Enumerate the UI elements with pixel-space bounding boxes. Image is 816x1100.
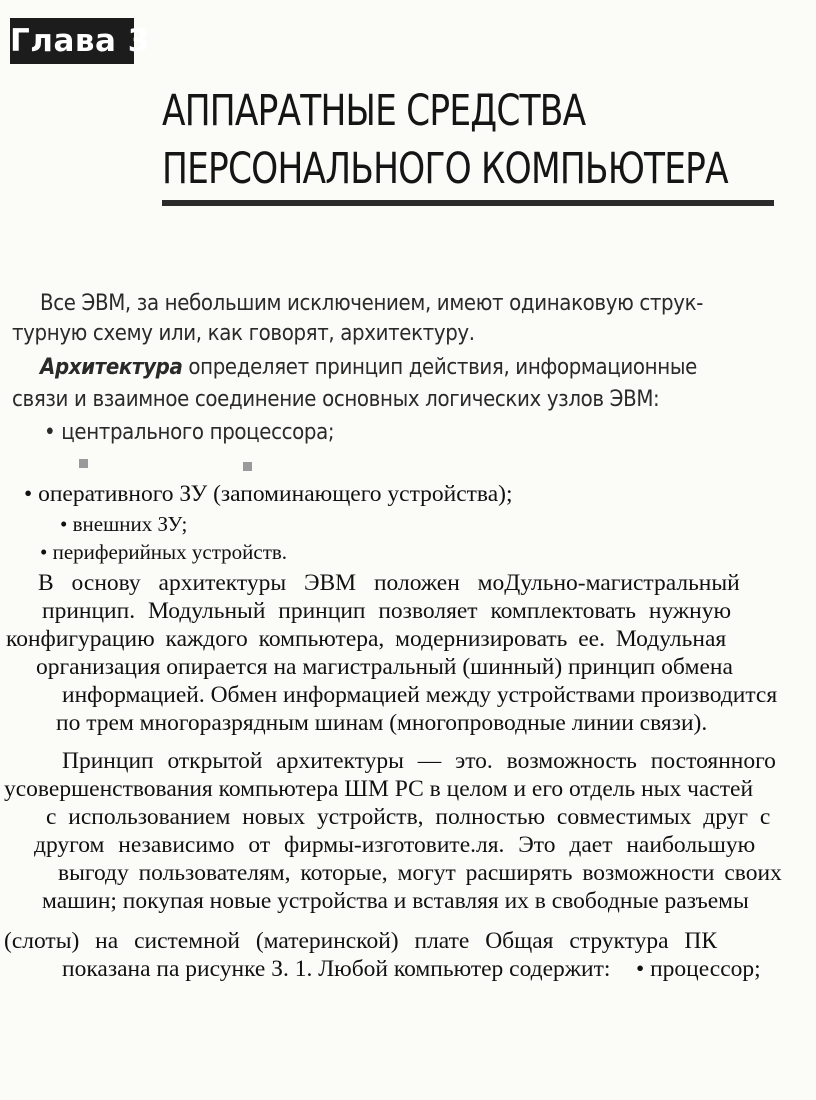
scan-mark (243, 462, 252, 471)
para3-line-2: принцип. Модульный принцип позволяет комплектовать нужную (42, 598, 732, 624)
chapter-title-line-2: ПЕРСОНАЛЬНОГО КОМПЬЮТЕРА (162, 144, 728, 194)
para4-line-3: с использованием новых устройств, полностью совместимых друг с (46, 804, 771, 830)
para1-line-1: Все ЭВМ, за небольшим исключением, имеют одинаковую струк- (40, 291, 704, 316)
para3-line-5: информацией. Обмен информацией между устройствами производится (62, 682, 778, 708)
para3-line-4: организация опирается на магистральный (шинный) принцип обмена (36, 654, 733, 680)
para2-line-1 (40, 355, 697, 380)
para3-line-1: В основу архитектуры ЭВМ положен моДульно-магистральный (38, 570, 740, 596)
bullet-peripherals: • периферийных устройств. (40, 540, 288, 564)
chapter-label: Глава 3 (10, 18, 134, 64)
bullet-processor: • процессор; (636, 956, 761, 982)
bullet-ram: • оперативного ЗУ (запоминающего устройства); (24, 481, 513, 507)
para4-line-4: другом независимо от фирмы-изготовите.ля. Это дает наибольшую (34, 832, 756, 858)
para4-line-2: усовершенствования компьютера ШМ РС в целом и его отдель ных частей (4, 776, 754, 802)
para3-line-6: по трем многоразрядным шинам (многопроводные линии связи). (56, 710, 708, 736)
para1-line-2: турную схему или, как говорят, архитектуру. (12, 321, 475, 346)
para2-line-1-rest: определяет принцип действия, информационные (182, 355, 697, 380)
para4-line-6: машин; покупая новые устройства и вставляя их в свободные разъемы (42, 888, 749, 914)
title-underline (162, 200, 774, 206)
para4-line-5: выгоду пользователям, которые, могут расширять возможности своих (58, 860, 782, 886)
bullet-external-storage: • внешних ЗУ; (60, 512, 188, 536)
term-architecture: Архитектура (40, 355, 183, 380)
bullet-cpu: • центрального процессора; (44, 420, 335, 445)
chapter-title-line-1: АППАРАТНЫЕ СРЕДСТВА (162, 86, 586, 136)
para4-line-7: (слоты) на системной (материнской) плате Общая структура ПК (4, 928, 718, 954)
para3-line-3: конфигурацию каждого компьютера, модернизировать ее. Модульная (6, 626, 727, 652)
para4-line-1: Принцип открытой архитектуры — это. возможность постоянного (62, 748, 776, 774)
scan-mark (79, 459, 88, 468)
para4-line-8: показана па рисунке З. 1. Любой компьютер содержит: (62, 956, 611, 982)
para2-line-2: связи и взаимное соединение основных логических узлов ЭВМ: (12, 387, 660, 412)
